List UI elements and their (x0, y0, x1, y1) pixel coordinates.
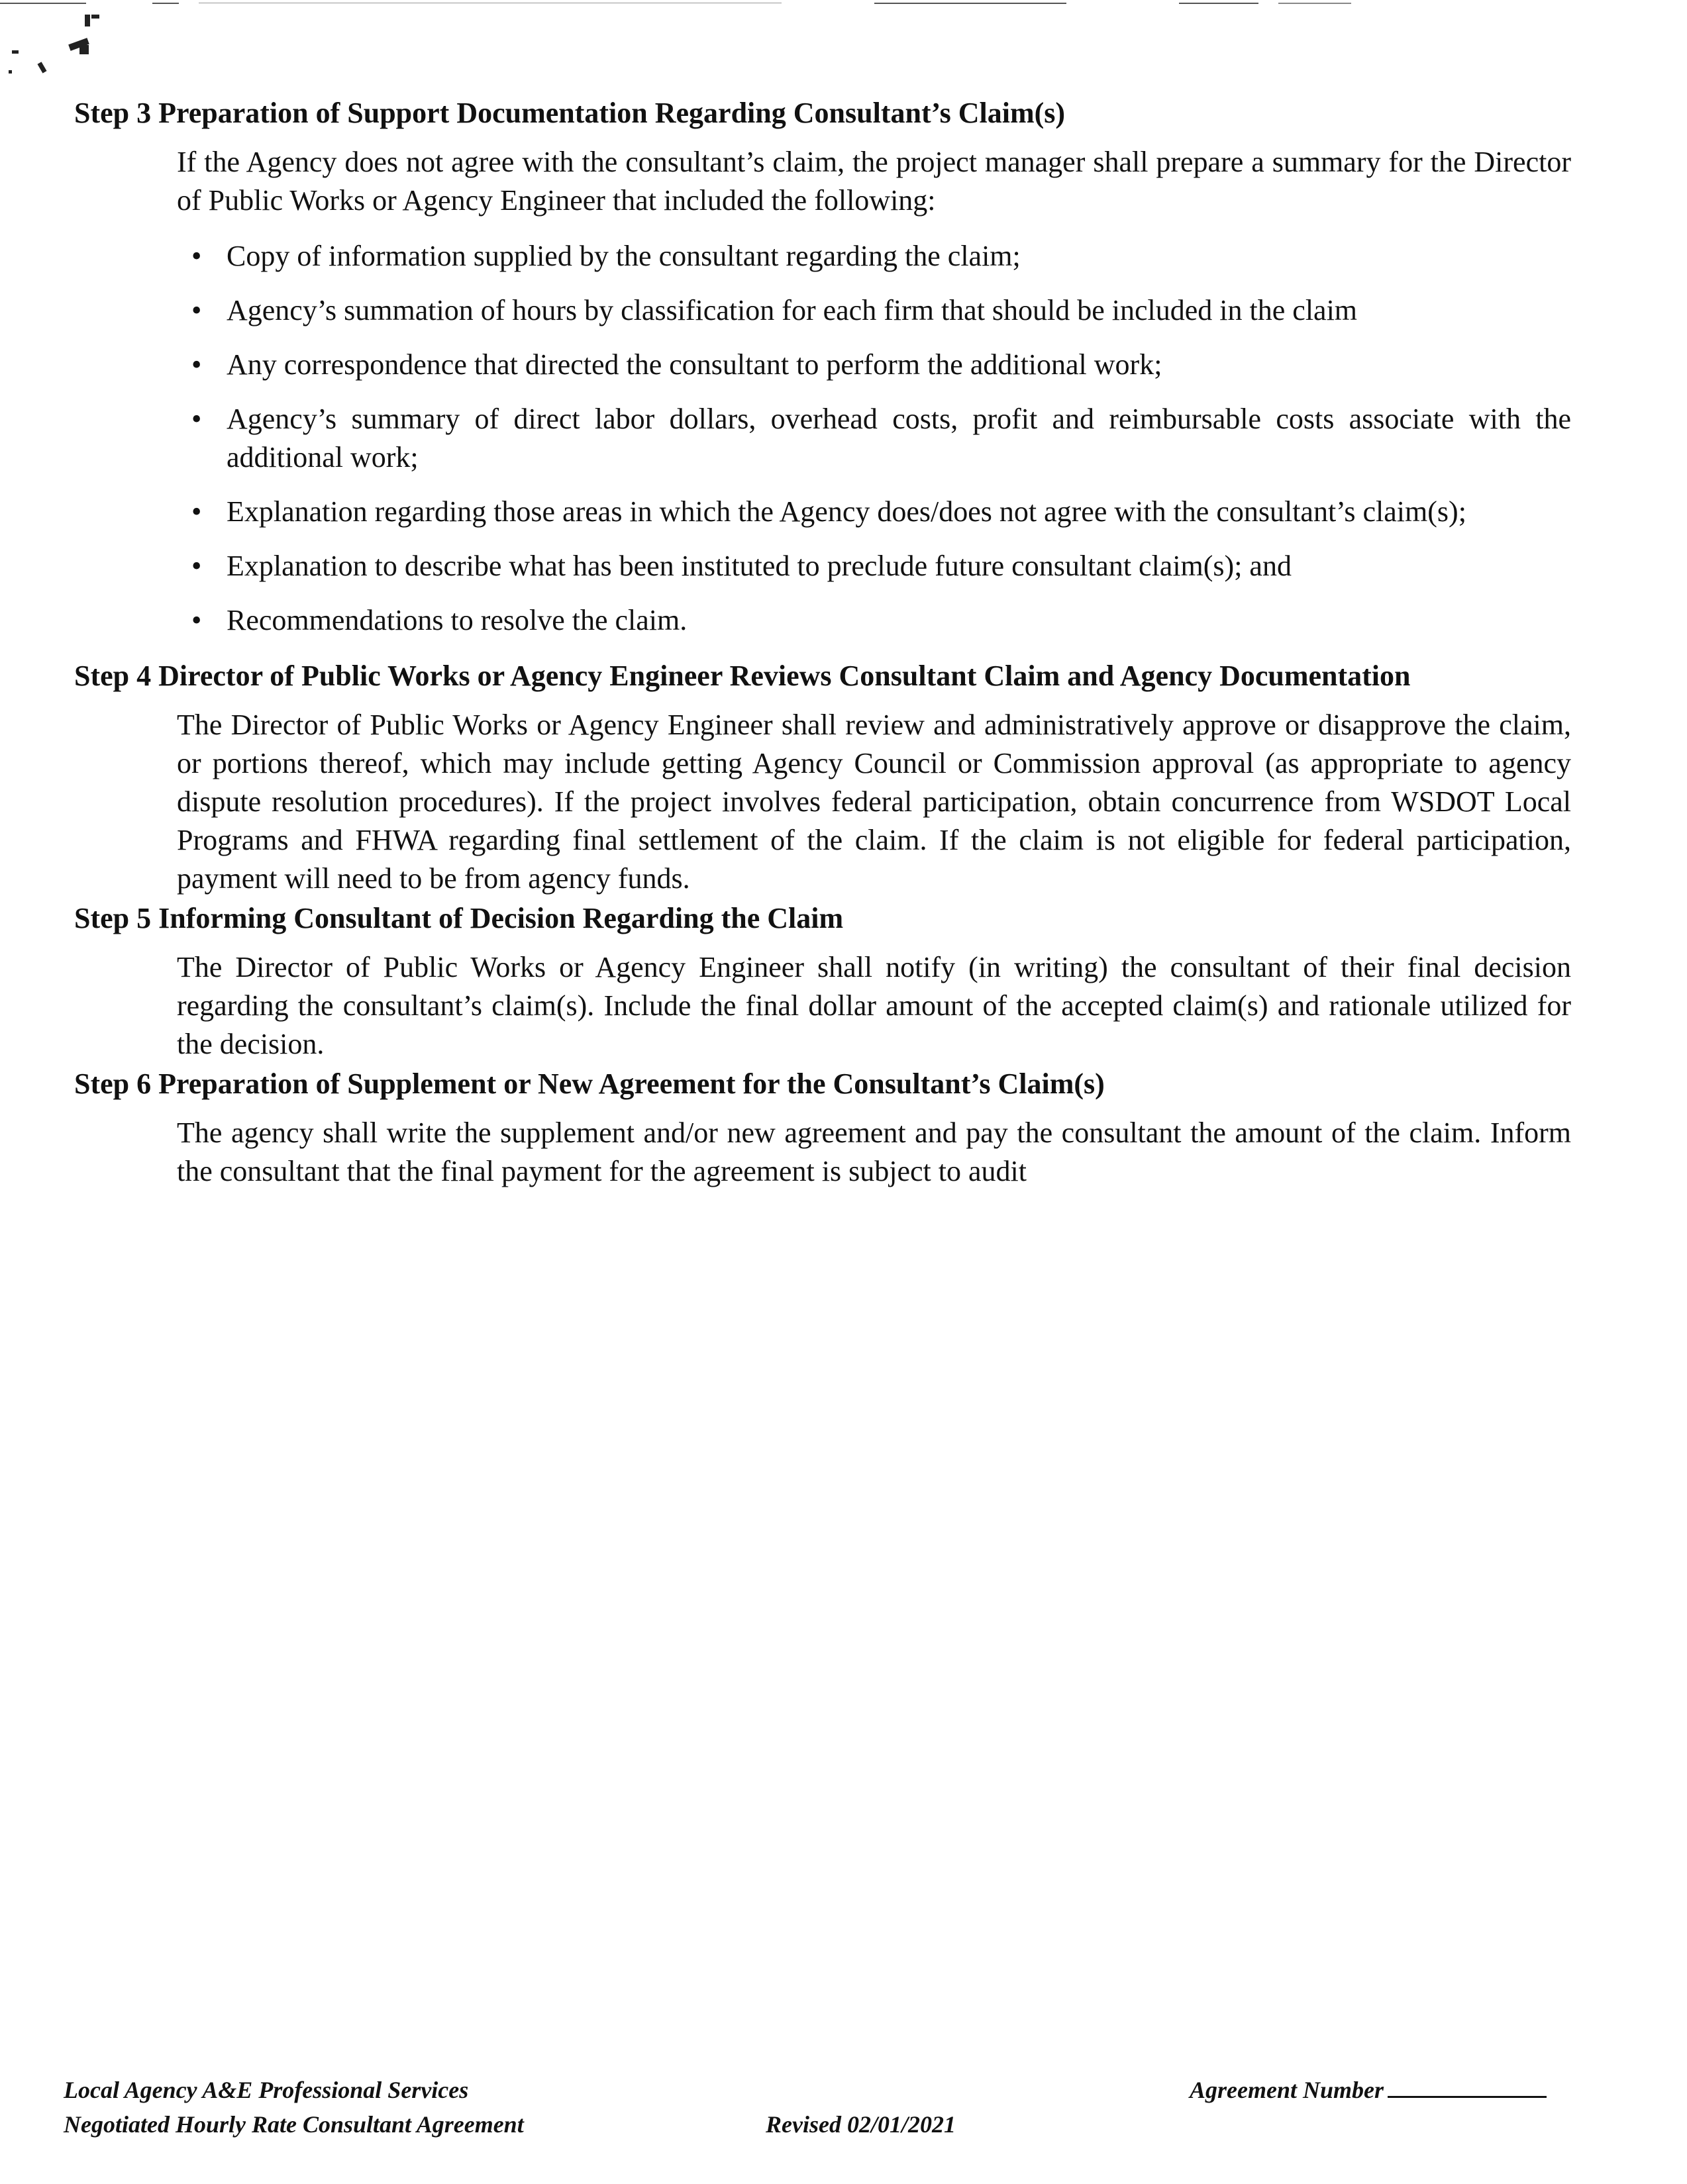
step-3-heading: Step 3 Preparation of Support Documentation Regarding Consultant’s Claim(s) (74, 97, 1066, 129)
step-4-body: The Director of Public Works or Agency Engineer shall review and administratively approve or disapprove the claim, or portions thereof, which may include getting Agency Council or Commission approval (as appropriate to agency dispute resolution procedures). If the project involves federal participation, obtain concurrence from WSDOT Local Programs and FHWA regarding final settlement of the claim. If the claim is not eligible for federal participation, payment will need to be from agency funds. (177, 709, 1571, 895)
step-6-heading: Step 6 Preparation of Supplement or New Agreement for the Consultant’s Claim(s) (74, 1067, 1105, 1100)
speck (9, 70, 12, 74)
step-6-body: The agency shall write the supplement and/or new agreement and pay the consultant the amount of the claim. Inform the consultant that the final payment for the agreement is subject to audit (177, 1117, 1571, 1187)
scan-line (152, 3, 179, 4)
speck (37, 62, 46, 73)
step-3-section (74, 93, 1571, 640)
step-3-body: If the Agency does not agree with the consultant’s claim, the project manager shall prepare a summary for the Director of Public Works or Agency Engineer that included the following: (177, 146, 1571, 217)
scan-artifact-lines (0, 0, 1687, 13)
step-5-section (74, 898, 1571, 1064)
scan-artifact-specks (5, 7, 111, 79)
speck (85, 15, 90, 26)
agreement-number-label: Agreement Number (1190, 2077, 1384, 2103)
speck (91, 15, 99, 19)
footer-line-2: Negotiated Hourly Rate Consultant Agreement (64, 2111, 524, 2138)
speck (12, 50, 19, 54)
list-item: • Explanation regarding those areas in which the Agency does/does not agree with the consultant’s claim(s); (177, 493, 1571, 531)
agreement-number-blank (1388, 2073, 1547, 2098)
scan-line (0, 3, 86, 4)
agreement-number-field (1190, 2073, 1547, 2107)
bullet-icon: • (191, 403, 202, 435)
step-4-heading: Step 4 Director of Public Works or Agency Engineer Reviews Consultant Claim and Agency Documentation (74, 660, 1411, 692)
speck (79, 45, 89, 54)
step-5-heading: Step 5 Informing Consultant of Decision Regarding the Claim (74, 902, 844, 934)
bullet-icon: • (191, 550, 202, 582)
bullet-icon: • (191, 604, 202, 636)
list-item: • Agency’s summation of hours by classification for each firm that should be included in the claim (177, 291, 1571, 330)
step-5-body: The Director of Public Works or Agency Engineer shall notify (in writing) the consultant of their final decision regarding the consultant’s claim(s). Include the final dollar amount of the accepted claim(s) and rationale utilized for the decision. (177, 951, 1571, 1060)
list-item: • Explanation to describe what has been instituted to preclude future consultant claim(s); and (177, 547, 1571, 585)
bullet-icon: • (191, 348, 202, 381)
revision-date: Revised 02/01/2021 (766, 2111, 956, 2138)
scan-line (1179, 3, 1258, 4)
list-item: • Recommendations to resolve the claim. (177, 601, 1571, 640)
list-item: • Agency’s summary of direct labor dollars, overhead costs, profit and reimbursable costs associate with the additional work; (177, 400, 1571, 477)
scan-line (1278, 3, 1351, 4)
bullet-icon: • (191, 240, 202, 272)
scan-line (874, 3, 1066, 4)
step-4-section (74, 656, 1571, 898)
list-item: • Any correspondence that directed the consultant to perform the additional work; (177, 346, 1571, 384)
bullet-icon: • (191, 495, 202, 528)
document-body (74, 93, 1571, 1191)
step-3-bullet-list (177, 237, 1571, 640)
step-6-section (74, 1064, 1571, 1191)
footer-title-block (64, 2073, 524, 2142)
bullet-icon: • (191, 294, 202, 326)
footer-line-1: Local Agency A&E Professional Services (64, 2077, 469, 2103)
list-item: • Copy of information supplied by the consultant regarding the claim; (177, 237, 1571, 275)
